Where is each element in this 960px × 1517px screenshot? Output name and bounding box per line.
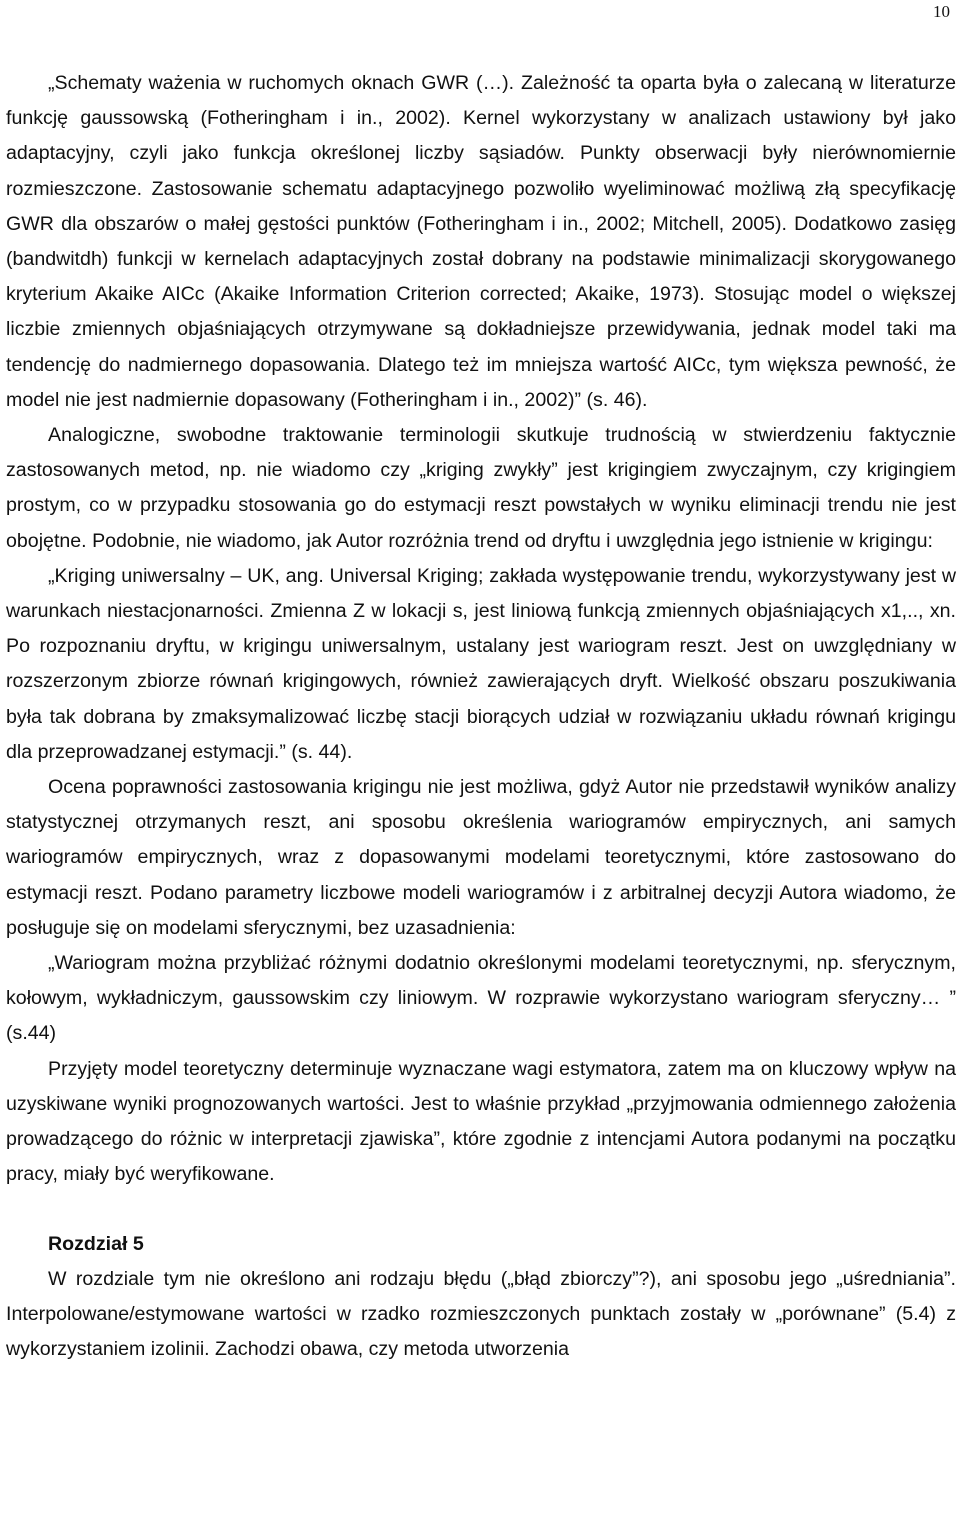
paragraph-kriging-quote: „Kriging uniwersalny – UK, ang. Universal Kriging; zakłada występowanie trendu, wykorzystywany jest w warunkach niestacjonarności. Zmienna Z w lokacji s, jest liniową funkcją zmiennych objaśniających x1,.., xn. Po rozpoznaniu dryftu, w krigingu uniwersalnym, ustalany jest wariogram reszt. Jest on uwzględniany w rozszerzonym zbiorze równań krigingowych, również zawierających dryft. Wielkość obszaru poszukiwania była tak dobrana by zmaksymalizować liczbę stacji biorących udział w rozwiązaniu układu równań krigingu dla przeprowadzanej estymacji.” (s. 44). — [6, 564, 956, 763]
body-text — [6, 66, 956, 1367]
paragraph-variogram-quote: „Wariogram można przybliżać różnymi dodatnio określonymi modelami teoretycznymi, np. sferycznym, kołowym, wykładniczym, gaussowskim czy liniowym. W rozprawie wykorzystano wariogram sferyczny… ” (s.44) — [6, 952, 956, 1045]
paragraph-chapter-5: W rozdziale tym nie określono ani rodzaju błędu („błąd zbiorczy”?), ani sposobu jego „uśredniania”. Interpolowane/estymowane wartości w rzadko rozmieszczonych punktach zostały w „porównane” (5.4) z wykorzystaniem izolinii. Zachodzi obawa, czy metoda utworzenia — [6, 1267, 956, 1361]
page-number: 10 — [933, 2, 950, 21]
paragraph-gwr-quote: „Schematy ważenia w ruchomych oknach GWR (…). Zależność ta oparta była o zalecaną w literaturze funkcję gaussowską (Fotheringham i in., 2002). Kernel wykorzystany w analizach ustawiony był jako adaptacyjny, czyli jako funkcja określonej liczby sąsiadów. Punkty obserwacji były nierównomiernie rozmieszczone. Zastosowanie schematu adaptacyjnego pozwoliło wyeliminować możliwą złą specyfikację GWR dla obszarów o małej gęstości punktów (Fotheringham i in., 2002; Mitchell, 2005). Dodatkowo zasięg (bandwitdh) funkcji w kernelach adaptacyjnych został dobrany na podstawie minimalizacji skorygowanego kryterium Akaike AICc (Akaike Information Criterion corrected; Akaike, 1973). Stosując model o większej liczbie zmiennych objaśniających otrzymywane są dokładniejsze przewidywania, jednak model taki ma tendencję do nadmiernego dopasowania. Dlatego też im mniejsza wartość AICc, tym większa pewność, że model nie jest nadmiernie dopasowany (Fotheringham i in., 2002)” (s. 46). — [6, 72, 956, 411]
paragraph-kriging-assessment: Ocena poprawności zastosowania krigingu nie jest możliwa, gdyż Autor nie przedstawił wyników analizy statystycznej otrzymanych reszt, ani sposobu określenia wariogramów empirycznych, ani samych wariogramów empirycznych, wraz z dopasowanymi modelami teoretycznymi, które zastosowano do estymacji reszt. Podano parametry liczbowe modeli wariogramów i z arbitralnej decyzji Autora wiadomo, że posługuje się on modelami sferycznymi, bez uzasadnienia: — [6, 776, 956, 939]
paragraph-theoretical-model: Przyjęty model teoretyczny determinuje wyznaczane wagi estymatora, zatem ma on kluczowy wpływ na uzyskiwane wyniki prognozowanych wartości. Jest to właśnie przykład „przyjmowania odmiennego założenia prowadzącego do różnic w interpretacji zjawiska”, które zgodnie z intencjami Autora podanymi na początku pracy, miały być weryfikowane. — [6, 1057, 956, 1186]
section-heading: Rozdział 5 — [48, 1232, 144, 1255]
paragraph-terminology: Analogiczne, swobodne traktowanie terminologii skutkuje trudnością w stwierdzeniu faktycznie zastosowanych metod, np. nie wiadomo czy „kriging zwykły” jest krigingiem zwyczajnym, czy krigingiem prostym, co w przypadku stosowania go do estymacji reszt powstałych w wyniku eliminacji trendu nie jest obojętne. Podobnie, nie wiadomo, jak Autor rozróżnia trend od dryftu i uwzględnia jego istnienie w krigingu: — [6, 424, 956, 552]
